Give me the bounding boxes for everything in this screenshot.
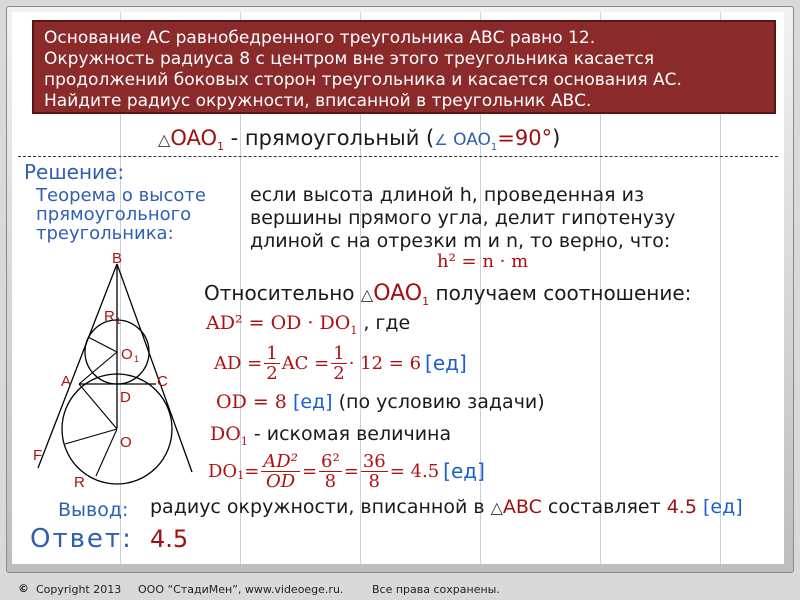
eq1-math: AD² = OD · DO	[206, 312, 351, 334]
label-o1: O	[121, 346, 133, 363]
radius-r1	[88, 337, 117, 352]
segment-ao1	[79, 352, 117, 384]
radius-of	[65, 429, 117, 444]
problem-line: Окружность радиуса 8 с центром вне этого треугольника касается	[44, 49, 655, 69]
conclusion-label: Вывод:	[58, 499, 129, 521]
equals-sign: =	[343, 460, 359, 482]
theorem-title-line: прямоугольного	[36, 204, 192, 225]
fraction-num: AD²	[263, 450, 298, 472]
eq1-text: , где	[357, 312, 411, 334]
solution-label: Решение:	[24, 160, 125, 184]
angle-sub: 1	[490, 142, 498, 154]
footer-copyright: Copyright 2013	[36, 583, 122, 596]
statement-sub: 1	[217, 140, 224, 154]
triangle-icon: △	[360, 285, 374, 304]
eq5-eq: =	[244, 460, 260, 482]
eq5-lhs-sub: 1	[237, 469, 245, 482]
eq3-math: OD = 8	[216, 391, 293, 413]
fraction-den: 8	[324, 470, 337, 492]
eq2-mid: AC =	[281, 352, 330, 374]
relation-sub: 1	[422, 295, 430, 308]
relation-suffix: получаем соотношение:	[429, 281, 692, 305]
side-ba	[38, 264, 117, 468]
eq5-rhs: = 4.5	[389, 460, 440, 482]
eq2-lhs: AD =	[214, 352, 263, 374]
fraction-num: 6²	[321, 450, 340, 472]
label-d: D	[120, 389, 131, 406]
fraction-den: 2	[333, 362, 345, 384]
answer-value: 4.5	[150, 525, 189, 553]
problem-line: продолжений боковых сторон треугольника и касается основания АС.	[44, 70, 682, 90]
eq3-unit: [ед]	[292, 391, 333, 413]
relation-prefix: Относительно	[204, 281, 361, 305]
theorem-text-line: вершины прямого угла, делит гипотенузу	[250, 207, 676, 229]
eq3-text: (по условию задачи)	[332, 391, 545, 413]
eq4-sub: 1	[240, 434, 248, 448]
fraction-num: 36	[362, 450, 386, 472]
eq2-unit: [ед]	[425, 351, 467, 375]
conclusion-text: радиус окружности, вписанной в	[150, 496, 491, 518]
conclusion-unit: [ед]	[702, 496, 743, 518]
theorem-title-line: Теорема о высоте	[36, 185, 206, 206]
fraction-den: OD	[266, 470, 296, 492]
label-o: O	[120, 434, 132, 451]
segment-ao	[79, 384, 117, 429]
fraction-den: 2	[266, 362, 278, 384]
problem-line: Основание АС равнобедренного треугольника АВС равно 12.	[44, 28, 596, 48]
statement-name: OAO	[170, 126, 217, 150]
eq5-lhs: DO	[208, 460, 238, 482]
label-a: A	[61, 373, 72, 390]
label-r1-sub: 1	[116, 316, 122, 326]
eq4-text: - искомая величина	[247, 423, 452, 445]
fraction-num: 1	[333, 342, 345, 364]
label-o1-sub: 1	[134, 354, 140, 364]
statement-close: )	[552, 126, 561, 150]
relation-name: OAO	[373, 281, 423, 306]
equals-sign: =	[301, 460, 318, 482]
fraction-den: 8	[368, 470, 380, 492]
label-r1: R	[104, 308, 115, 325]
eq2-rhs: · 12 = 6	[348, 352, 422, 374]
angle-icon: ∠	[434, 131, 448, 149]
conclusion-text-2: составляет	[541, 496, 667, 518]
label-f: F	[33, 447, 43, 464]
conclusion-name: ABC	[502, 496, 542, 518]
fraction-num: 1	[266, 342, 278, 364]
eq4-math: DO	[210, 423, 241, 445]
footer	[0, 578, 800, 600]
theorem-text-line: длиной с на отрезки m и n, то верно, что:	[250, 230, 671, 252]
footer-rights: Все права сохранены.	[372, 583, 500, 596]
copyright-icon: ©	[18, 582, 29, 595]
theorem-text-line: если высота длиной h, проведенная из	[250, 184, 645, 206]
label-c: C	[157, 373, 168, 390]
triangle-icon: △	[158, 130, 171, 149]
theorem-formula: h² = n · m	[437, 251, 529, 272]
eq1-sub: 1	[350, 323, 358, 337]
footer-company: ООО “СтадиМен”, www.videoege.ru.	[138, 583, 344, 596]
eq5-unit: [ед]	[443, 459, 485, 483]
problem-line: Найдите радиус окружности, вписанной в треугольник АВС.	[44, 91, 592, 111]
theorem-title-line: треугольника:	[36, 223, 174, 244]
segment-or	[96, 429, 117, 476]
angle-name: OAO	[447, 130, 491, 150]
statement-text: - прямоугольный (	[224, 126, 435, 150]
label-r: R	[74, 474, 85, 491]
label-b: B	[112, 250, 123, 267]
answer-label: Ответ:	[30, 524, 133, 554]
triangle-icon: △	[490, 498, 503, 517]
angle-eq: =90°	[497, 126, 553, 150]
conclusion-value: 4.5	[666, 496, 697, 518]
